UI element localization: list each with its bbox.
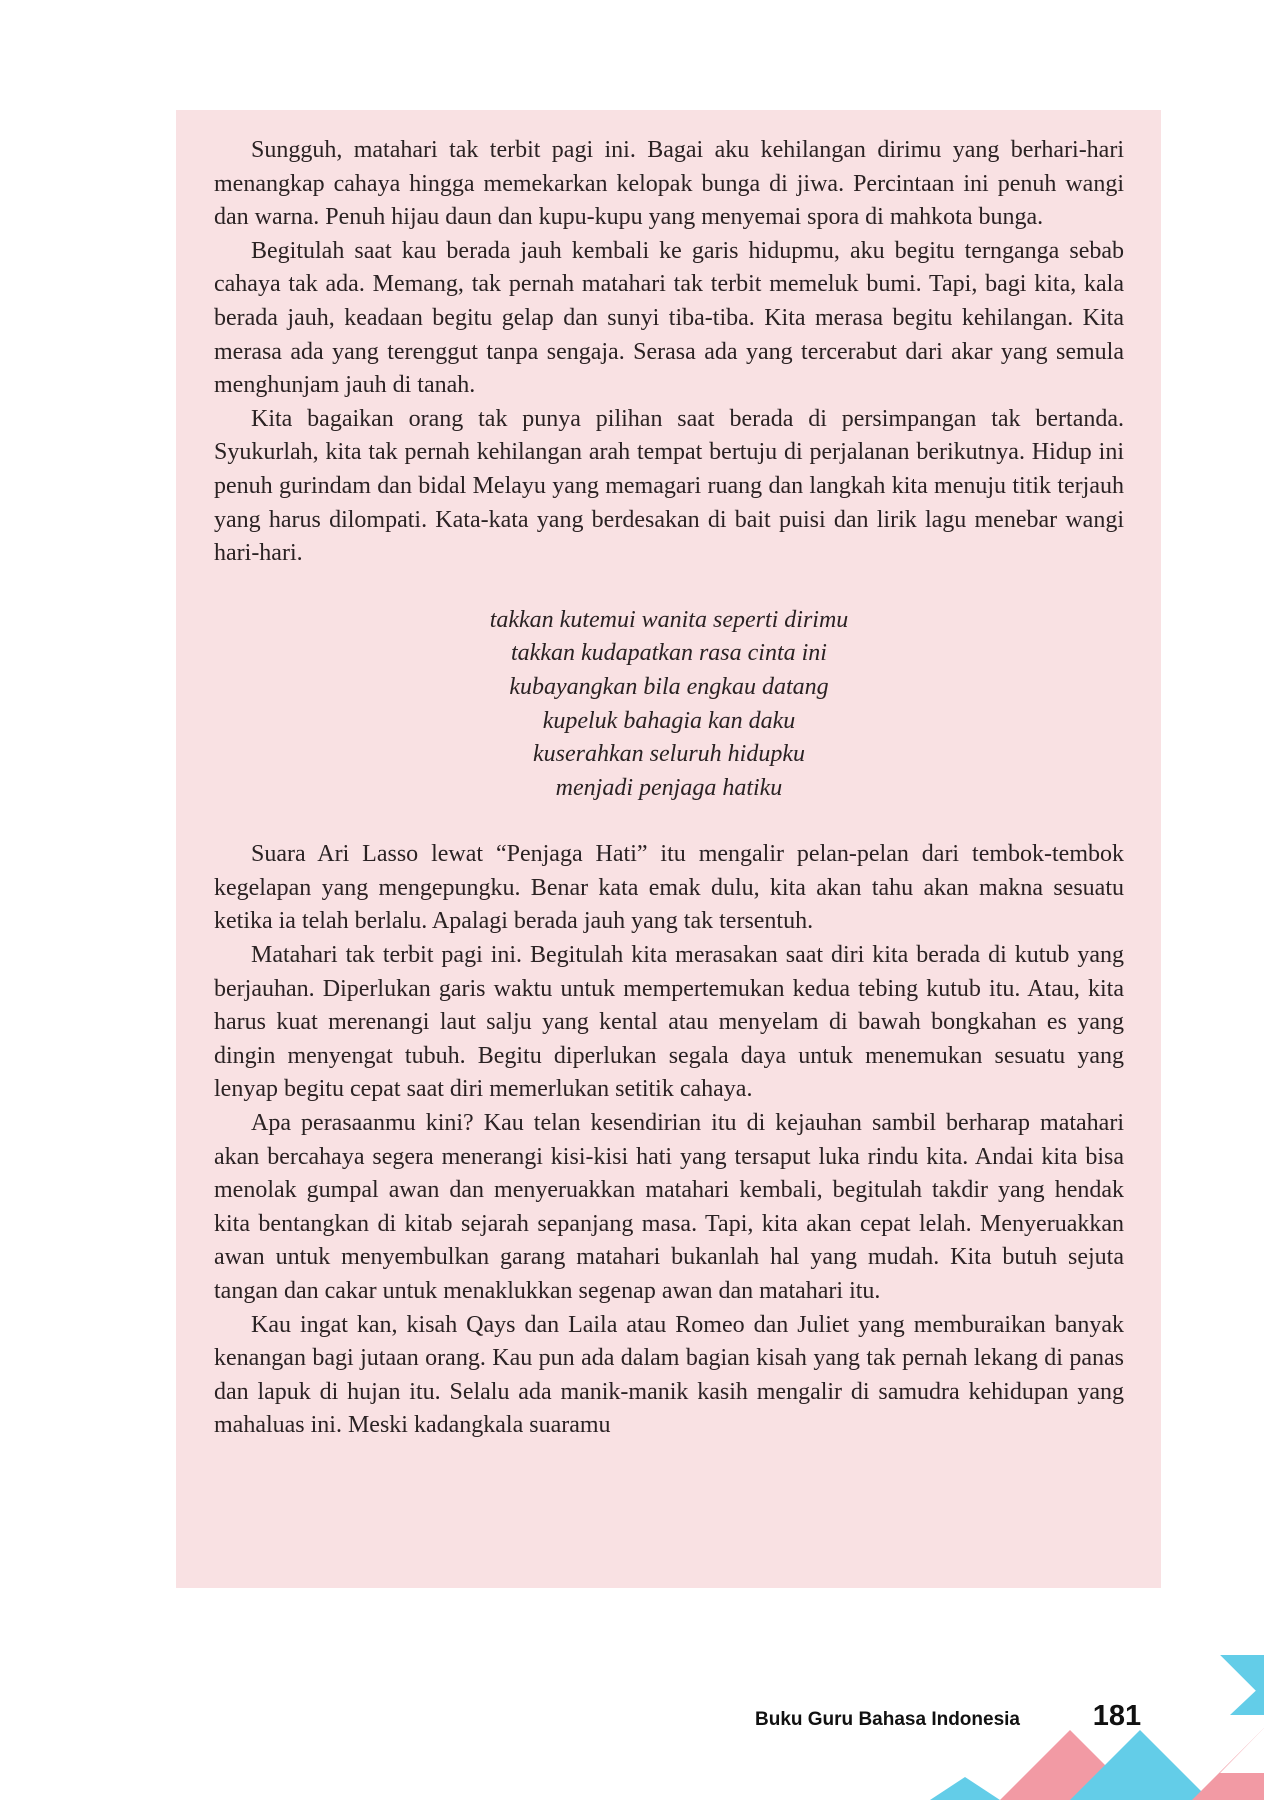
paragraph-2: Begitulah saat kau berada jauh kembali ke garis hidupmu, aku begitu ternganga sebab cahaya tak ada. Memang, tak pernah matahari tak terbit memeluk bumi. Tapi, bagi kita, kala berada jauh, keadaan begitu gelap dan sunyi tiba-tiba. Kita merasa begitu kehilangan. Kita merasa ada yang terenggut tanpa sengaja. Serasa ada yang tercerabut dari akar yang semula menghunjam jauh di tanah. [214,237,1124,399]
page-number: 181 [1092,1700,1142,1732]
footer-book-title: Buku Guru Bahasa Indonesia [755,1709,1020,1730]
paragraph-4: Suara Ari Lasso lewat “Penjaga Hati” itu mengalir pelan-pelan dari tembok-tembok kegelapan yang mengepungku. Benar kata emak dulu, kita akan tahu akan makna sesuatu ketika ia telah berlalu. Apalagi berada jauh yang tak tersentuh. [214,841,1124,935]
paragraph-1: Sungguh, matahari tak terbit pagi ini. Bagai aku kehilangan dirimu yang berhari-hari menangkap cahaya hingga memekarkan kelopak bunga di jiwa. Percintaan ini penuh wangi dan warna. Penuh hijau daun dan kupu-kupu yang menyemai spora di mahkota bunga. [214,137,1124,231]
lyric-line-5: kuserahkan seluruh hidupku [533,741,805,768]
lyric-line-6: menjadi penjaga hatiku [555,774,783,801]
paragraph-7: Kau ingat kan, kisah Qays dan Laila atau Romeo dan Juliet yang memburaikan banyak kenangan bagi jutaan orang. Kau pun ada dalam bagian kisah yang tak pernah lekang di panas dan lapuk di hujan itu. Selalu ada manik-manik kasih mengalir di samudra kehidupan yang mahaluas ini. Meski kadangkala suaramu [214,1311,1124,1439]
lyric-line-2: takkan kudapatkan rasa cinta ini [511,640,827,667]
paragraph-3: Kita bagaikan orang tak punya pilihan saat berada di persimpangan tak bertanda. Syukurlah, kita tak pernah kehilangan arah tempat bertuju di perjalanan berikutnya. Hidup ini penuh gurindam dan bidal Melayu yang memagari ruang dan langkah kita menuju titik terjauh yang harus dilompati. Kata-kata yang berdesakan di bait puisi dan lirik lagu menebar wangi hari-hari. [214,405,1124,567]
paragraph-6: Apa perasaanmu kini? Kau telan kesendirian itu di kejauhan sambil berharap matahari akan bercahaya segera menerangi kisi-kisi hati yang tersaput luka rindu kita. Andai kita bisa menolak gumpal awan dan menyeruakkan matahari kembali, begitulah takdir yang hendak kita bentangkan di kitab sejarah sepanjang masa. Tapi, kita akan cepat lelah. Menyeruakkan awan untuk menyembulkan garang matahari bukanlah hal yang mudah. Kita butuh sejuta tangan dan cakar untuk menaklukkan segenap awan dan matahari itu. [214,1110,1124,1304]
reading-text-panel [176,110,1161,1588]
song-lyrics-quote [214,604,1124,806]
lyric-line-3: kubayangkan bila engkau datang [509,673,829,700]
blue-triangle-base [930,1777,1000,1800]
paragraph-5: Matahari tak terbit pagi ini. Begitulah kita merasakan saat diri kita berada di kutub yang berjauhan. Diperlukan garis waktu untuk mempertemukan kedua tebing kutub itu. Atau, kita harus kuat merenangi laut salju yang kental atau menyelam di bawah bongkahan es yang dingin menyengat tubuh. Begitu diperlukan segala daya untuk menemukan sesuatu yang lenyap begitu cepat saat diri memerlukan setitik cahaya. [214,942,1124,1103]
lyric-line-4: kupeluk bahagia kan daku [542,707,796,734]
lyric-line-1: takkan kutemui wanita seperti dirimu [489,606,849,633]
